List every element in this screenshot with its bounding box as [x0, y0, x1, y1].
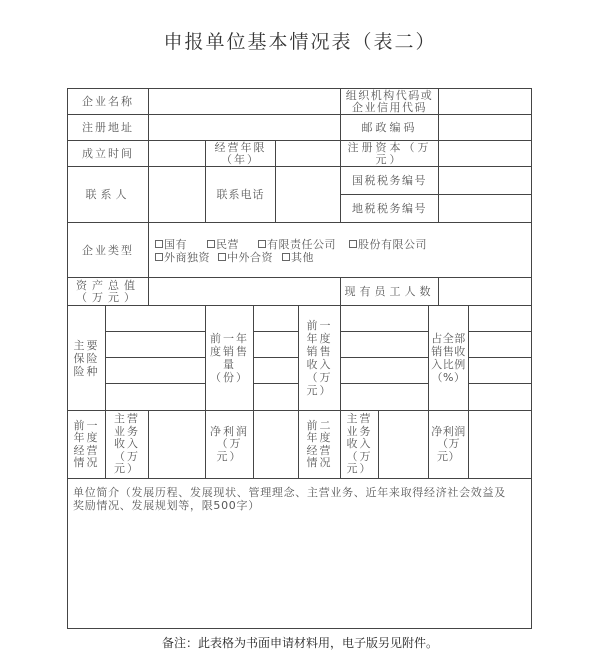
- sales-income-field: [340, 331, 429, 358]
- option-label: 中外合资: [227, 251, 273, 264]
- checkbox-icon: [207, 240, 215, 248]
- income-share-field: [468, 383, 532, 411]
- prev2-year-ops-label: 前二年度经营情况: [298, 410, 341, 479]
- prev2-year-net-profit-label: 净利润（万元）: [428, 410, 469, 479]
- checkbox-icon: [155, 253, 163, 261]
- sales-volume-field: [253, 383, 299, 411]
- insurance-type-field: [105, 357, 206, 384]
- company-type-options: [148, 222, 532, 278]
- postcode-field: [438, 114, 532, 141]
- prev-year-sales-income-label: 前一年度销售收入（万元）: [298, 305, 341, 411]
- company-name-field: [148, 88, 341, 115]
- income-share-field: [468, 357, 532, 384]
- company-type-option: [155, 238, 187, 251]
- footnote: 备注：此表格为书面申请材料用，电子版另见附件。: [161, 636, 438, 650]
- company-type-option: [218, 251, 273, 264]
- contact-person-label: 联系人: [67, 166, 149, 223]
- operating-years-field: [275, 140, 341, 167]
- org-code-field: [438, 88, 532, 115]
- option-label: 国有: [164, 238, 187, 251]
- prev2-year-main-income-field: [378, 410, 429, 479]
- operating-years-label: 经营年限（年）: [205, 140, 276, 167]
- prev-year-net-profit-label: 净利润（万元）: [205, 410, 254, 479]
- reg-address-label: 注册地址: [67, 114, 149, 141]
- company-type-option: [349, 238, 427, 251]
- org-code-label: 组织机构代码或企业信用代码: [340, 88, 439, 115]
- checkbox-icon: [218, 253, 226, 261]
- checkbox-icon: [155, 240, 163, 248]
- employee-count-label: 现有员工人数: [340, 277, 439, 306]
- employee-count-field: [438, 277, 532, 306]
- sales-volume-field: [253, 357, 299, 384]
- company-type-option: [258, 238, 336, 251]
- national-tax-no-field: [438, 166, 532, 195]
- sales-income-field: [340, 383, 429, 411]
- total-assets-label: 资产总值（万元）: [67, 277, 149, 306]
- company-type-option: [155, 251, 210, 264]
- reg-capital-label: 注册资本（万元）: [340, 140, 439, 167]
- local-tax-no-field: [438, 194, 532, 223]
- prev-year-sales-volume-label: 前一年度销售量（份）: [205, 305, 254, 411]
- checkbox-icon: [282, 253, 290, 261]
- company-type-option: [282, 251, 314, 264]
- company-name-label: 企业名称: [67, 88, 149, 115]
- checkbox-icon: [258, 240, 266, 248]
- postcode-label: 邮政编码: [340, 114, 439, 141]
- company-type-label: 企业类型: [67, 222, 149, 278]
- insurance-type-field: [105, 383, 206, 411]
- insurance-type-field: [105, 305, 206, 332]
- company-intro: 单位简介（发展历程、发展现状、管理理念、主营业务、近年来取得经济社会效益及奖励情况、发展规划等，限500字）: [67, 478, 532, 629]
- option-label: 有限责任公司: [267, 238, 336, 251]
- contact-phone-field: [275, 166, 341, 223]
- insurance-types-label: 主要保险险种: [67, 305, 106, 411]
- prev-year-ops-label: 前一年度经营情况: [67, 410, 106, 479]
- option-label: 其他: [291, 251, 314, 264]
- income-share-field: [468, 305, 532, 332]
- prev2-year-main-income-label: 主营业务收入（万元）: [340, 410, 379, 479]
- founded-date-field: [148, 140, 206, 167]
- option-label: 民营: [216, 238, 239, 251]
- contact-person-field: [148, 166, 206, 223]
- option-label: 外商独资: [164, 251, 210, 264]
- contact-phone-label: 联系电话: [205, 166, 276, 223]
- income-share-label: 占全部销售收入比例（%）: [428, 305, 469, 411]
- option-label: 股份有限公司: [358, 238, 427, 251]
- national-tax-no-label: 国税税务编号: [340, 166, 439, 195]
- sales-volume-field: [253, 305, 299, 332]
- local-tax-no-label: 地税税务编号: [340, 194, 439, 223]
- page-title: 申报单位基本情况表（表二）: [163, 31, 437, 53]
- sales-income-field: [340, 357, 429, 384]
- insurance-type-field: [105, 331, 206, 358]
- founded-date-label: 成立时间: [67, 140, 149, 167]
- prev-year-main-income-label: 主营业务收入（万元）: [105, 410, 149, 479]
- company-type-option: [207, 238, 239, 251]
- income-share-field: [468, 331, 532, 358]
- sales-income-field: [340, 305, 429, 332]
- reg-address-field: [148, 114, 341, 141]
- prev-year-main-income-field: [148, 410, 206, 479]
- reg-capital-field: [438, 140, 532, 167]
- prev-year-net-profit-field: [253, 410, 299, 479]
- prev2-year-net-profit-field: [468, 410, 532, 479]
- total-assets-field: [148, 277, 341, 306]
- sales-volume-field: [253, 331, 299, 358]
- checkbox-icon: [349, 240, 357, 248]
